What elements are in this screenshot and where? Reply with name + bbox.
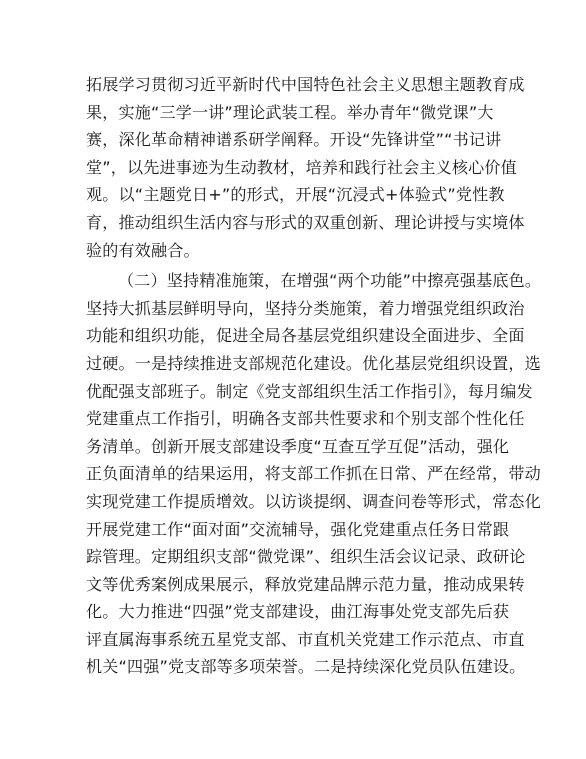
text-line: 机关“四强”党支部等多项荣誉。二是持续深化党员队伍建设。 xyxy=(86,657,526,677)
paragraph-theme-education xyxy=(86,71,525,264)
text-line: 正负面清单的结果运用，将支部工作抓在日常、严在经常，带动 xyxy=(86,464,541,484)
text-line: 育，推动组织生活内容与形式的双重创新、理论讲授与实境体 xyxy=(86,212,525,232)
text-line: 务清单。创新开展支部建设季度“互查互学互促”活动，强化 xyxy=(86,436,510,456)
text-line: 功能和组织功能，促进全局各基层党组织建设全面进步、全面 xyxy=(86,326,525,346)
text-line: 党建重点工作指引，明确各支部共性要求和个别支部个性化任 xyxy=(86,409,525,429)
text-line: 赛，深化革命精神谱系研学阐释。开设“先锋讲堂”“书记讲 xyxy=(86,130,502,150)
text-line: 开展党建工作“面对面”交流辅导，强化党建重点任务日常跟 xyxy=(86,519,510,539)
text-line: 坚持大抓基层鲜明导向，坚持分类施策，着力增强党组织政治 xyxy=(86,298,525,318)
text-line: 评直属海事系统五星党支部、市直机关党建工作示范点、市直 xyxy=(86,629,525,649)
section-heading-line: （二）坚持精准施策，在增强“两个功能”中擦亮强基底色。 xyxy=(118,271,542,291)
text-line: 过硬。一是持续推进支部规范化建设。优化基层党组织设置，选 xyxy=(86,353,541,373)
document-body xyxy=(86,71,542,681)
text-line: 化。大力推进“四强”党支部建设，曲江海事处党支部先后获 xyxy=(86,602,510,622)
text-line: 踪管理。定期组织支部“微党课”、组织生活会议记录、政研论 xyxy=(86,547,526,567)
text-line: 文等优秀案例成果展示，释放党建品牌示范力量，推动成果转 xyxy=(86,574,525,594)
text-line: 拓展学习贯彻习近平新时代中国特色社会主义思想主题教育成 xyxy=(86,75,525,94)
text-line: 优配强支部班子。制定《党支部组织生活工作指引》，每月编发 xyxy=(86,381,533,401)
text-line: 观。以“主题党日+”的形式，开展“沉浸式+体验式”党性教 xyxy=(86,185,505,205)
text-line: 验的有效融合。 xyxy=(86,240,200,260)
text-line: 实现党建工作提质增效。以访谈提纲、调查问卷等形式，常态化 xyxy=(86,491,541,511)
paragraph-precise-measures xyxy=(86,267,542,681)
text-line: 堂”，以先进事迹为生动教材，培养和践行社会主义核心价值 xyxy=(86,157,517,177)
text-line: 果，实施“三学一讲”理论武装工程。举办青年“微党课”大 xyxy=(86,102,494,122)
